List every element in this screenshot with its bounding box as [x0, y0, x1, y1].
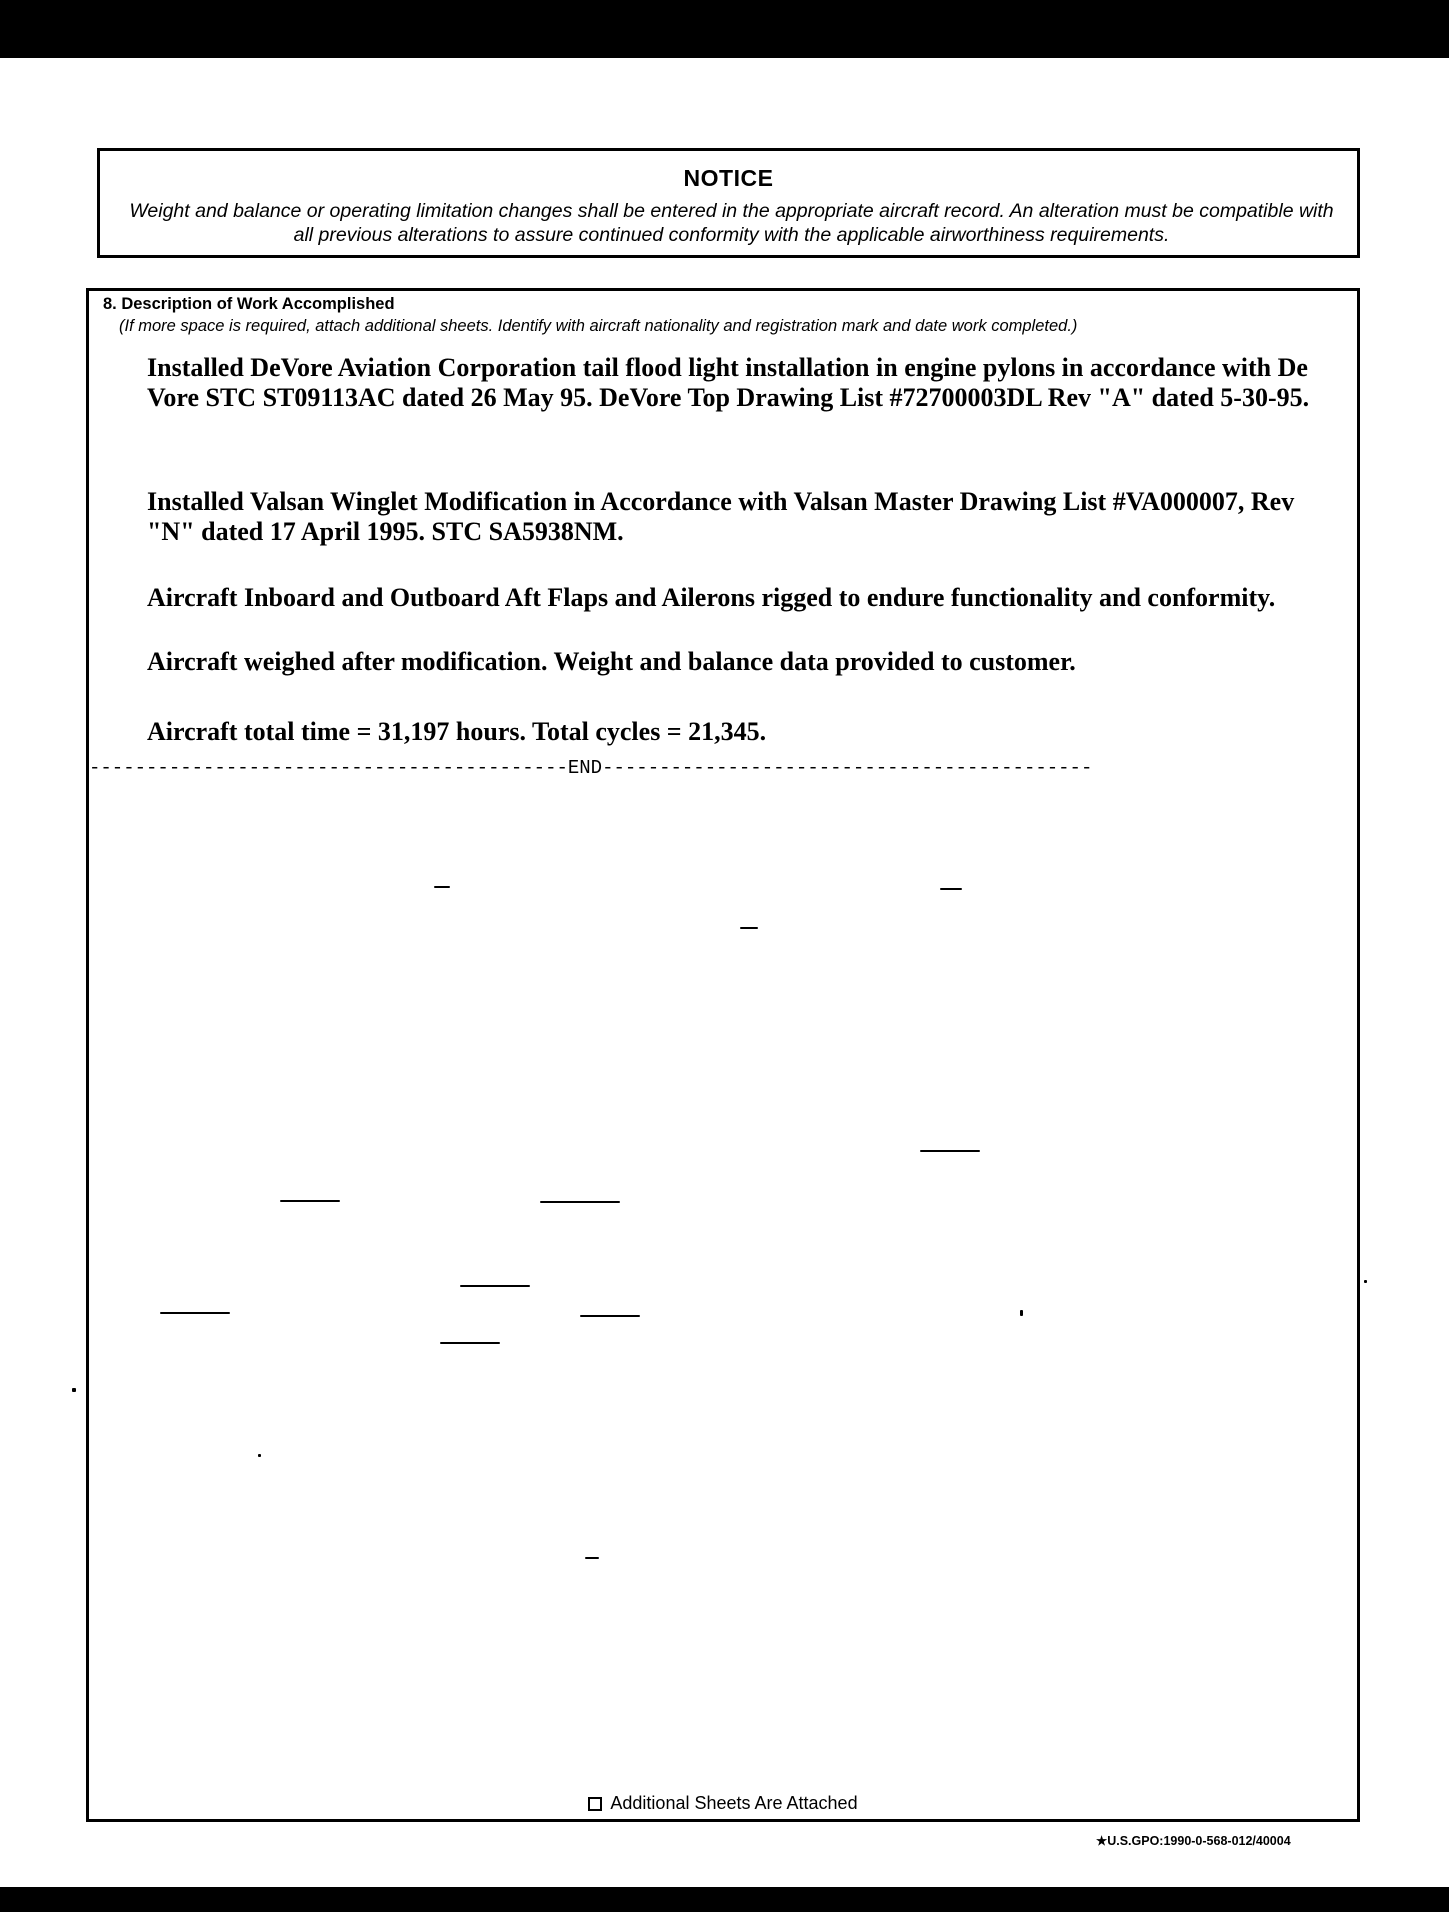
- scan-speck: [580, 1315, 640, 1317]
- work-entry-rigging: Aircraft Inboard and Outboard Aft Flaps and Ailerons rigged to endure functionality and conformity.: [147, 583, 1276, 612]
- attachment-checkbox[interactable]: [588, 1797, 602, 1811]
- scan-speck: [1020, 1310, 1023, 1316]
- notice-box: [97, 148, 1360, 258]
- scan-top-border: [0, 0, 1449, 58]
- scan-speck: [585, 1557, 599, 1559]
- work-entry-winglet: Installed Valsan Winglet Modification in Accordance with Valsan Master Drawing List #VA000007, Rev "N" dated 17 April 1995. STC SA5938NM.: [147, 487, 1295, 546]
- attachment-row: [89, 1793, 1357, 1814]
- scan-speck: [72, 1388, 76, 1392]
- work-entry-devore: Installed DeVore Aviation Corporation tail flood light installation in engine pylons in accordance with De Vore STC ST09113AC dated 26 May 95. DeVore Top Drawing List #72700003DL Rev "A" dated 5-30-95.: [147, 353, 1310, 412]
- work-entry-weighing: Aircraft weighed after modification. Weight and balance data provided to customer.: [147, 647, 1076, 676]
- work-entry-times: Aircraft total time = 31,197 hours. Total cycles = 21,345.: [147, 717, 767, 746]
- notice-text: Weight and balance or operating limitation changes shall be entered in the appropriate aircraft record. An alteration must be compatible with all previous alterations to assure continued conformity with the applicable airworthiness requirements.: [129, 200, 1334, 246]
- section-instructions: (If more space is required, attach additional sheets. Identify with aircraft nationality and registration mark and date work completed.): [119, 317, 1078, 335]
- description-of-work-box: [86, 288, 1360, 1822]
- scan-speck: [460, 1285, 530, 1287]
- notice-title: NOTICE: [683, 165, 774, 191]
- scan-speck: [920, 1150, 980, 1152]
- attachment-label: Additional Sheets Are Attached: [610, 1793, 858, 1813]
- scan-bottom-border: [0, 1887, 1449, 1912]
- scan-speck: [540, 1201, 620, 1203]
- scan-speck: [440, 1342, 500, 1344]
- section-label: 8. Description of Work Accomplished: [103, 295, 395, 313]
- end-marker: ------------------------------------------END-------------------------------------------: [89, 757, 1093, 779]
- scan-speck: [434, 886, 450, 888]
- scan-speck: [258, 1454, 261, 1457]
- scan-speck: [280, 1200, 340, 1202]
- scan-speck: [160, 1312, 230, 1314]
- scan-speck: [740, 927, 758, 929]
- gpo-footer: ★U.S.GPO:1990-0-568-012/40004: [1096, 1834, 1291, 1848]
- scan-speck: [940, 888, 962, 890]
- scan-speck: [1364, 1280, 1367, 1283]
